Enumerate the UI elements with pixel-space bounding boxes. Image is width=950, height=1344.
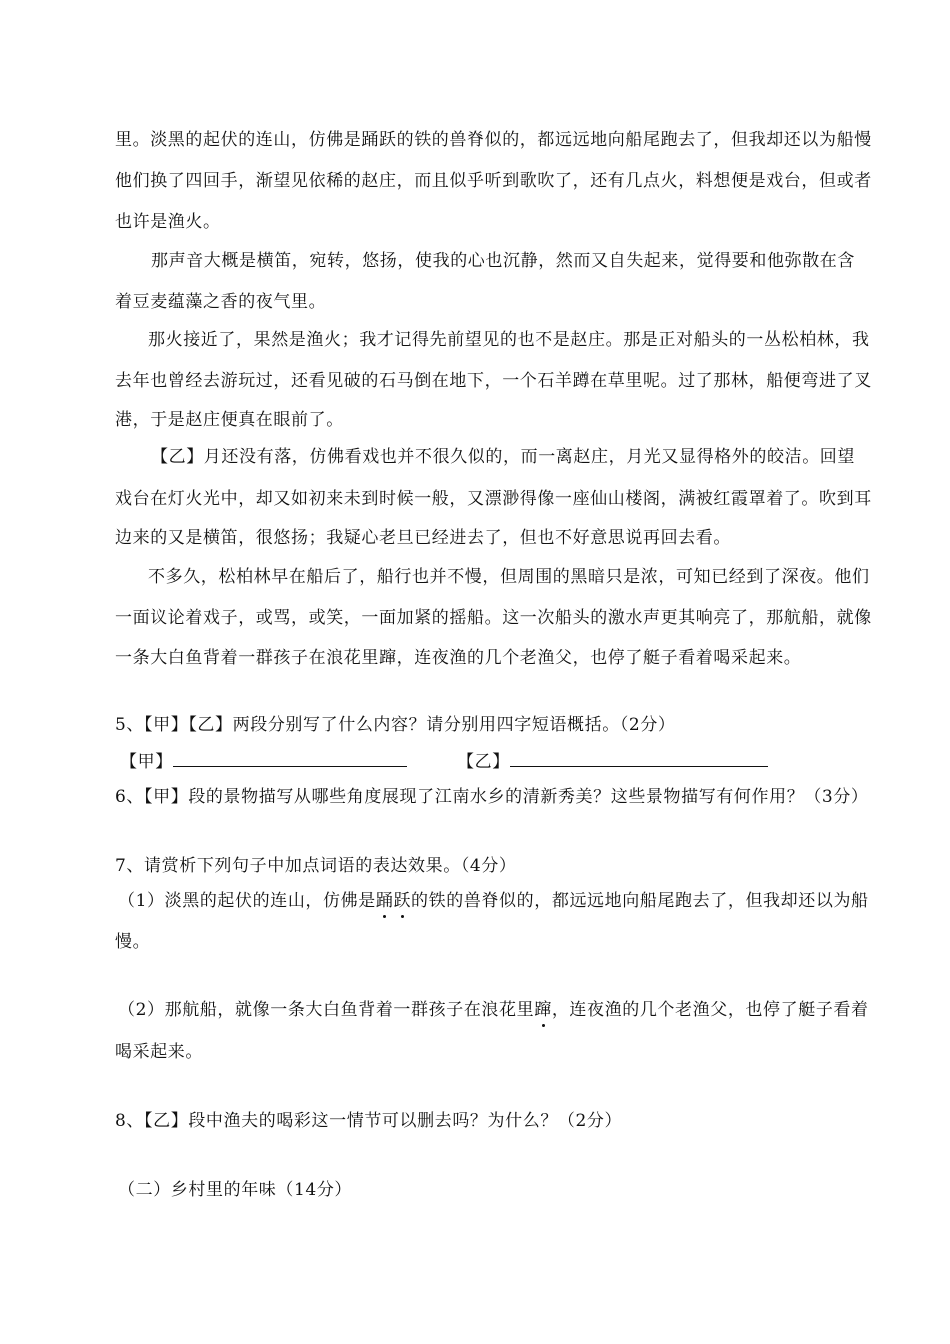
question-8: 8、【乙】段中渔夫的喝彩这一情节可以删去吗？为什么？（2分） (115, 1111, 623, 1131)
question-7: 7、请赏析下列句子中加点词语的表达效果。（4分） (115, 856, 517, 876)
passage-line: 一条大白鱼背着一群孩子在浪花里蹿，连夜渔的几个老渔父，也停了艇子看着喝采起来。 (115, 648, 802, 668)
passage-line: 着豆麦蕴藻之香的夜气里。 (115, 292, 327, 312)
question-7-1-cont: 慢。 (115, 932, 151, 952)
passage-line: 那火接近了，果然是渔火；我才记得先前望见的也不是赵庄。那是正对船头的一丛松柏林，我 (148, 330, 870, 350)
sentence-text: ，连夜渔的几个老渔父，也停了艇子看着 (551, 1000, 869, 1020)
sentence-text: （1）淡黑的起伏的连山，仿佛是 (118, 891, 376, 911)
section-2-heading: （二）乡村里的年味（14分） (118, 1180, 353, 1200)
passage-line: 港，于是赵庄便真在眼前了。 (115, 410, 344, 430)
passage-line: 去年也曾经去游玩过，还看见破的石马倒在地下，一个石羊蹲在草里呢。过了那林，船便弯进了叉 (115, 371, 872, 391)
question-5: 5、【甲】【乙】两段分别写了什么内容？请分别用四字短语概括。（2分） (115, 715, 676, 735)
question-7-2-cont: 喝采起来。 (115, 1042, 203, 1062)
passage-line: 戏台在灯火光中，却又如初来未到时候一般，又漂渺得像一座仙山楼阁，满被红霞罩着了。吹到耳 (115, 489, 872, 509)
sentence-text: 的铁的兽脊似的，都远远地向船尾跑去了，但我却还以为船 (411, 891, 869, 911)
answer-label-jia: 【甲】 (120, 752, 173, 772)
answer-blank-jia[interactable] (173, 752, 407, 767)
sentence-text: （2）那航船，就像一条大白鱼背着一群孩子在浪花里 (118, 1000, 535, 1020)
answer-row-5 (120, 747, 407, 772)
passage-line: 那声音大概是横笛，宛转，悠扬，使我的心也沉静，然而又自失起来，觉得要和他弥散在含 (151, 251, 855, 271)
passage-line: 【乙】月还没有落，仿佛看戏也并不很久似的，而一离赵庄，月光又显得格外的皎洁。回望 (151, 447, 855, 467)
dotted-word: 跃 (393, 886, 411, 911)
question-6: 6、【甲】段的景物描写从哪些角度展现了江南水乡的清新秀美？这些景物描写有何作用？（3分） (115, 787, 869, 807)
answer-label-yi: 【乙】 (457, 752, 510, 772)
answer-row-5b (457, 747, 768, 772)
question-7-1 (118, 886, 869, 911)
passage-line: 边来的又是横笛，很悠扬；我疑心老旦已经进去了，但也不好意思说再回去看。 (115, 528, 731, 548)
dotted-word: 蹿 (534, 995, 552, 1020)
passage-line: 他们换了四回手，渐望见依稀的赵庄，而且似乎听到歌吹了，还有几点火，料想便是戏台，但或者 (115, 171, 872, 191)
question-7-2 (118, 995, 869, 1020)
passage-line: 也许是渔火。 (115, 212, 221, 232)
passage-line: 不多久，松柏林早在船后了，船行也并不慢，但周围的黑暗只是浓，可知已经到了深夜。他们 (148, 567, 870, 587)
dotted-word: 踊 (376, 886, 394, 911)
answer-blank-yi[interactable] (510, 752, 768, 767)
passage-line: 里。淡黑的起伏的连山，仿佛是踊跃的铁的兽脊似的，都远远地向船尾跑去了，但我却还以为船慢 (115, 130, 872, 150)
passage-line: 一面议论着戏子，或骂，或笑，一面加紧的摇船。这一次船头的激水声更其响亮了，那航船，就像 (115, 608, 872, 628)
